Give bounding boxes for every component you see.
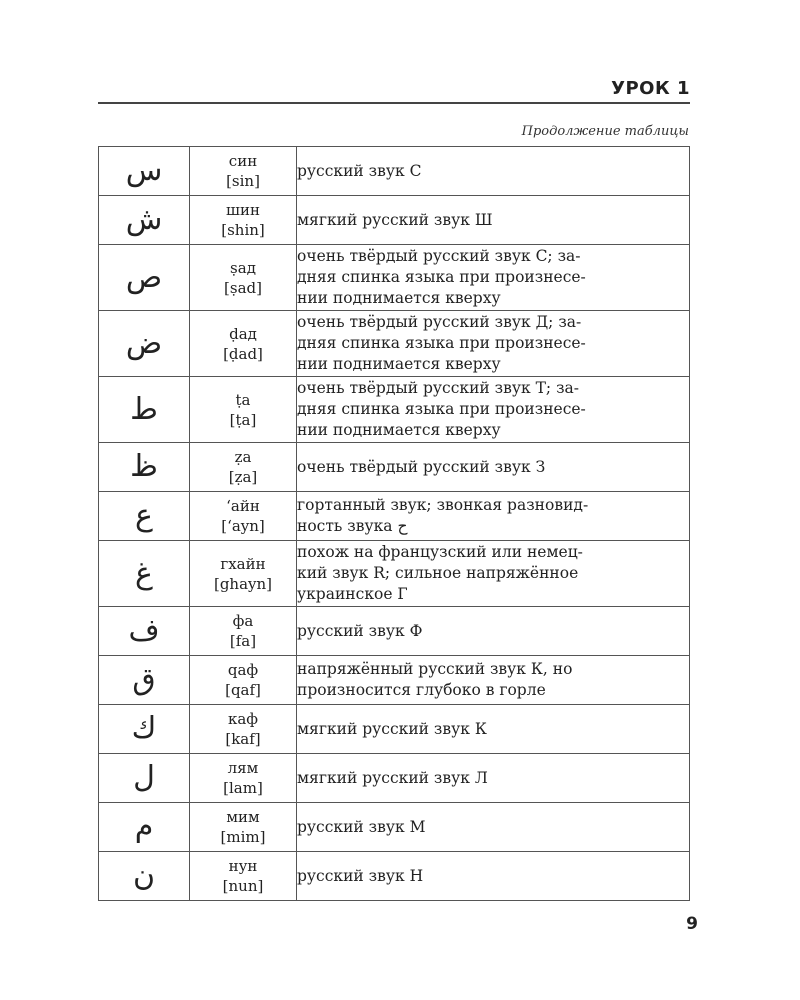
description-line: очень твёрдый русский звук Т; за-	[297, 379, 579, 397]
description-line: кий звук R; сильное напряжённое	[297, 564, 579, 582]
letter-transliteration: [ṭa]	[229, 410, 257, 429]
description-line: мягкий русский звук К	[297, 719, 487, 738]
sound-description	[297, 705, 690, 754]
letter-name: ṭа	[235, 390, 251, 409]
table-row	[99, 852, 690, 901]
sound-description	[297, 754, 690, 803]
letter-name-cell	[190, 196, 297, 245]
arabic-letter: ك	[99, 705, 190, 754]
arabic-letter: س	[99, 147, 190, 196]
letter-transliteration: [‘ayn]	[221, 517, 265, 535]
table-row	[99, 443, 690, 492]
letter-name: шин	[226, 201, 260, 219]
sound-description	[297, 443, 690, 492]
description-line: мягкий русский звук Ш	[297, 210, 493, 229]
table-row	[99, 607, 690, 656]
table-row	[99, 492, 690, 541]
letter-name-cell	[190, 803, 297, 852]
letter-name: ‘айн	[226, 497, 260, 515]
letter-name: нун	[228, 857, 258, 875]
letter-name: ḍад	[229, 324, 257, 343]
letter-name: мим	[226, 808, 260, 826]
arabic-letter: ظ	[99, 443, 190, 492]
description-line: похож на французский или немец-	[297, 543, 583, 561]
description-line: нии поднимается кверху	[297, 355, 501, 373]
letter-transliteration: [qaf]	[225, 681, 261, 699]
description-line: нии поднимается кверху	[297, 421, 501, 439]
sound-description	[297, 147, 690, 196]
sound-description	[297, 377, 690, 443]
letter-name: син	[228, 152, 258, 170]
letter-name-cell	[190, 541, 297, 607]
letter-name-cell	[190, 443, 297, 492]
alphabet-table	[98, 146, 690, 901]
description-line: русский звук Н	[297, 866, 424, 885]
arabic-letter: ق	[99, 656, 190, 705]
letter-transliteration: [nun]	[222, 877, 264, 895]
table-row	[99, 311, 690, 377]
sound-description	[297, 607, 690, 656]
sound-description	[297, 492, 690, 541]
letter-transliteration: [ḍad]	[223, 344, 263, 363]
letter-name-cell	[190, 245, 297, 311]
lesson-title: УРОК 1	[611, 78, 690, 99]
sound-description	[297, 656, 690, 705]
table-row	[99, 147, 690, 196]
letter-name: каф	[227, 710, 259, 728]
letter-name-cell	[190, 311, 297, 377]
alphabet-table-body	[99, 147, 690, 901]
letter-name-cell	[190, 852, 297, 901]
table-row	[99, 541, 690, 607]
description-line: дняя спинка языка при произнесе-	[297, 268, 586, 286]
letter-transliteration: [sin]	[226, 172, 260, 190]
page-header	[98, 76, 690, 104]
arabic-letter: غ	[99, 541, 190, 607]
table-row	[99, 803, 690, 852]
sound-description	[297, 852, 690, 901]
description-line: произносится глубоко в горле	[297, 681, 546, 699]
letter-name: гхайн	[220, 554, 266, 573]
letter-name-cell	[190, 377, 297, 443]
letter-name: лям	[227, 759, 259, 777]
description-line: мягкий русский звук Л	[297, 768, 488, 787]
letter-name: ẓа	[234, 448, 252, 466]
letter-name-cell	[190, 607, 297, 656]
arabic-letter: ف	[99, 607, 190, 656]
page-number: 9	[686, 914, 698, 934]
letter-transliteration: [ṣad]	[224, 278, 262, 297]
description-line: напряжённый русский звук К, но	[297, 660, 573, 678]
description-line: очень твёрдый русский звук Д; за-	[297, 313, 582, 331]
letter-transliteration: [ẓa]	[228, 468, 258, 486]
letter-transliteration: [shin]	[221, 221, 265, 239]
letter-name-cell	[190, 147, 297, 196]
description-line: русский звук С	[297, 161, 422, 180]
description-line: очень твёрдый русский звук С; за-	[297, 247, 581, 265]
arabic-letter: م	[99, 803, 190, 852]
letter-name: qаф	[227, 661, 259, 679]
letter-name: ṣад	[230, 258, 256, 277]
letter-name-cell	[190, 705, 297, 754]
description-line: нии поднимается кверху	[297, 289, 501, 307]
description-line: русский звук М	[297, 817, 426, 836]
letter-name-cell	[190, 656, 297, 705]
sound-description	[297, 803, 690, 852]
letter-transliteration: [mim]	[220, 828, 266, 846]
table-row	[99, 245, 690, 311]
arabic-letter: ض	[99, 311, 190, 377]
arabic-letter: ص	[99, 245, 190, 311]
table-row	[99, 377, 690, 443]
letter-name-cell	[190, 754, 297, 803]
table-row	[99, 656, 690, 705]
description-line: русский звук Ф	[297, 621, 423, 640]
description-line: дняя спинка языка при произнесе-	[297, 334, 586, 352]
description-line: украинское Г	[297, 585, 408, 603]
table-continuation-caption: Продолжение таблицы	[521, 124, 689, 139]
letter-transliteration: [lam]	[223, 779, 263, 797]
letter-transliteration: [kaf]	[225, 730, 261, 748]
letter-name-cell	[190, 492, 297, 541]
table-row	[99, 196, 690, 245]
description-line: гортанный звук; звонкая разновид-	[297, 496, 589, 514]
description-line: очень твёрдый русский звук З	[297, 457, 546, 476]
table-row	[99, 754, 690, 803]
sound-description	[297, 541, 690, 607]
sound-description	[297, 311, 690, 377]
description-line: дняя спинка языка при произнесе-	[297, 400, 586, 418]
sound-description	[297, 245, 690, 311]
letter-transliteration: [ghayn]	[213, 574, 273, 593]
letter-transliteration: [fa]	[229, 632, 257, 650]
arabic-letter: ل	[99, 754, 190, 803]
arabic-letter: ط	[99, 377, 190, 443]
description-line: ность звука ح	[297, 517, 408, 535]
sound-description	[297, 196, 690, 245]
letter-name: фа	[232, 612, 254, 630]
arabic-letter: ع	[99, 492, 190, 541]
arabic-letter: ش	[99, 196, 190, 245]
table-row	[99, 705, 690, 754]
arabic-letter: ن	[99, 852, 190, 901]
